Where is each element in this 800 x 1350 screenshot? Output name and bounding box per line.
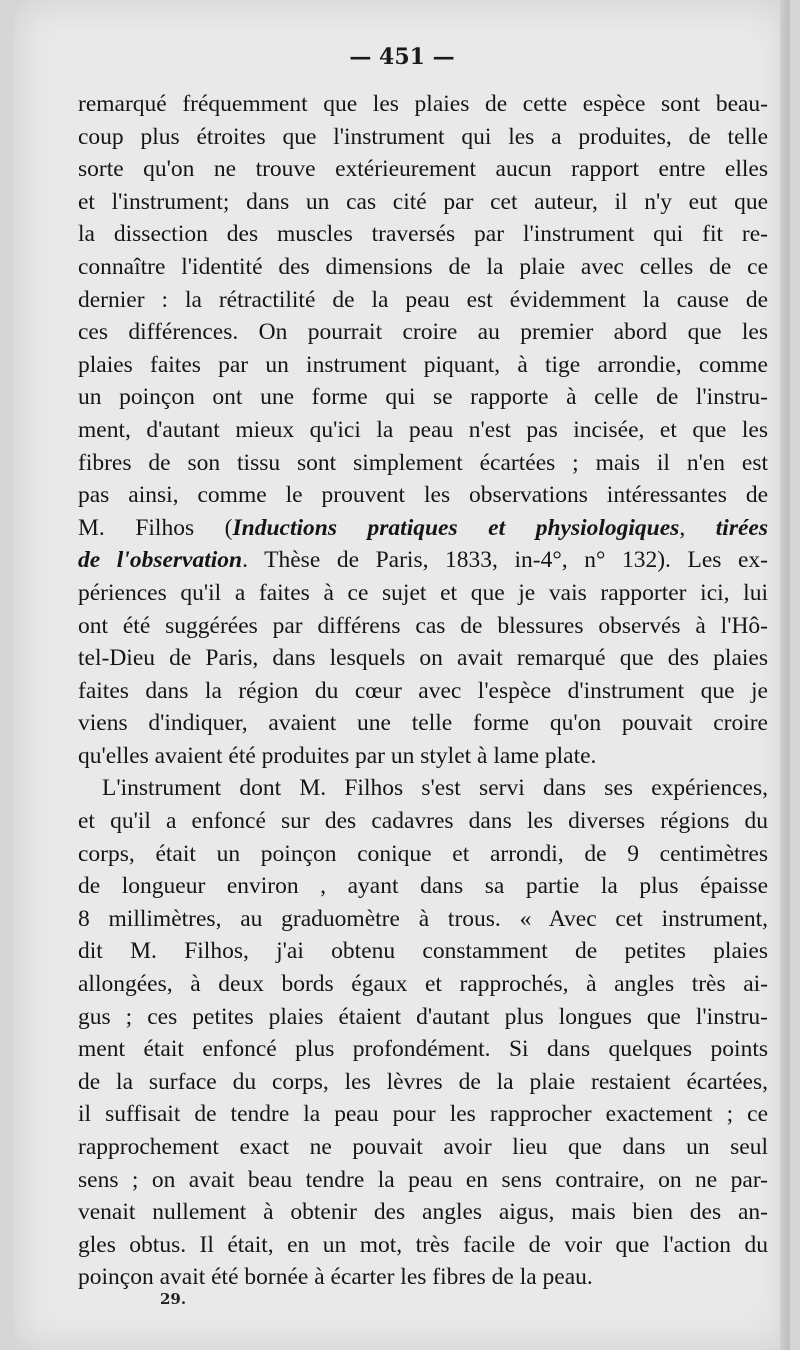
text-line: venait nullement à obtenir des angles aigus, mais bien des an-	[78, 1199, 768, 1226]
paragraph-start: L'instrument dont M. Filhos s'est servi dans ses expériences,	[102, 775, 768, 802]
text-line: il suffisait de tendre la peau pour les rapprocher exactement ; ce	[78, 1101, 768, 1128]
text-line: remarqué fréquemment que les plaies de cette espèce sont beau-	[78, 91, 768, 117]
text-line: ont été suggérées par différens cas de blessures observés à l'Hô-	[78, 612, 768, 639]
text-line: connaître l'identité des dimensions de la plaie avec celles de ce	[78, 253, 768, 280]
text-line-citation-end	[78, 544, 768, 577]
text-line: de longueur environ , ayant dans sa partie la plus épaisse	[78, 873, 768, 900]
citation-separator: ,	[679, 514, 716, 541]
text-line: et qu'il a enfoncé sur des cadavres dans les diverses régions du	[78, 808, 768, 835]
text-line: viens d'indiquer, avaient une telle forme qu'on pouvait croire	[78, 710, 768, 737]
text-line: plaies faites par un instrument piquant, à tige arrondie, comme	[78, 351, 768, 378]
citation-title-cont: tirées	[715, 514, 768, 541]
text-line: allongées, à deux bords égaux et rapprochés, à angles très ai-	[78, 971, 768, 998]
text-line: qu'elles avaient été produites par un stylet à lame plate.	[78, 742, 597, 769]
text-line: gles obtus. Il était, en un mot, très facile de voir que l'action du	[78, 1231, 768, 1258]
text-line: fibres de son tissu sont simplement écartées ; mais il n'en est	[78, 449, 768, 476]
text-line: coup plus étroites que l'instrument qui les a produites, de telle	[78, 123, 768, 150]
text-line: ment, d'autant mieux qu'ici la peau n'est pas incisée, et que les	[78, 416, 768, 443]
text-line: périences qu'il a faites à ce sujet et que je vais rapporter ici, lui	[78, 579, 768, 606]
citation-prefix: M. Filhos (	[78, 514, 233, 541]
page-edge	[780, 0, 790, 1350]
text-line: sorte qu'on ne trouve extérieurement aucun rapport entre elles	[78, 156, 768, 183]
text-line: ces différences. On pourrait croire au premier abord que les	[78, 319, 768, 346]
text-line: de la surface du corps, les lèvres de la plaie restaient écartées,	[78, 1068, 768, 1095]
text-line: un poinçon ont une forme qui se rapporte à celle de l'instru-	[78, 384, 768, 411]
citation-rest: . Thèse de Paris, 1833, in-4°, n° 132). Les ex-	[242, 547, 768, 574]
text-line: corps, était un poinçon conique et arrondi, de 9 centimètres	[78, 840, 768, 867]
body-text	[78, 88, 768, 1294]
text-line: et l'instrument; dans un cas cité par cet auteur, il n'y eut que	[78, 188, 768, 215]
text-line: tel-Dieu de Paris, dans lesquels on avait remarqué que des plaies	[78, 645, 768, 672]
text-line: dit M. Filhos, j'ai obtenu constamment de petites plaies	[78, 938, 768, 965]
signature-mark: 29.	[160, 1290, 187, 1308]
text-line: sens ; on avait beau tendre la peau en sens contraire, on ne par-	[78, 1166, 768, 1193]
text-line: poinçon avait été bornée à écarter les fibres de la peau.	[78, 1264, 593, 1291]
text-line: ment était enfoncé plus profondément. Si dans quelques points	[78, 1036, 768, 1063]
citation-title: Inductions pratiques et physiologiques	[232, 514, 680, 541]
text-line: la dissection des muscles traversés par l'instrument qui fit re-	[78, 221, 768, 248]
text-line: gus ; ces petites plaies étaient d'autant plus longues que l'instru-	[78, 1003, 768, 1030]
text-line: faites dans la région du cœur avec l'espèce d'instrument que je	[78, 677, 768, 704]
page-number: — 451 —	[349, 44, 455, 70]
citation-title-end: de l'observation	[78, 547, 243, 574]
book-page	[14, 0, 790, 1350]
text-line: dernier : la rétractilité de la peau est évidemment la cause de	[78, 286, 768, 313]
text-line-citation	[78, 512, 768, 545]
text-line: rapprochement exact ne pouvait avoir lieu que dans un seul	[78, 1134, 768, 1160]
text-line: pas ainsi, comme le prouvent les observations intéressantes de	[78, 482, 768, 509]
text-line: 8 millimètres, au graduomètre à trous. « Avec cet instrument,	[78, 905, 768, 932]
